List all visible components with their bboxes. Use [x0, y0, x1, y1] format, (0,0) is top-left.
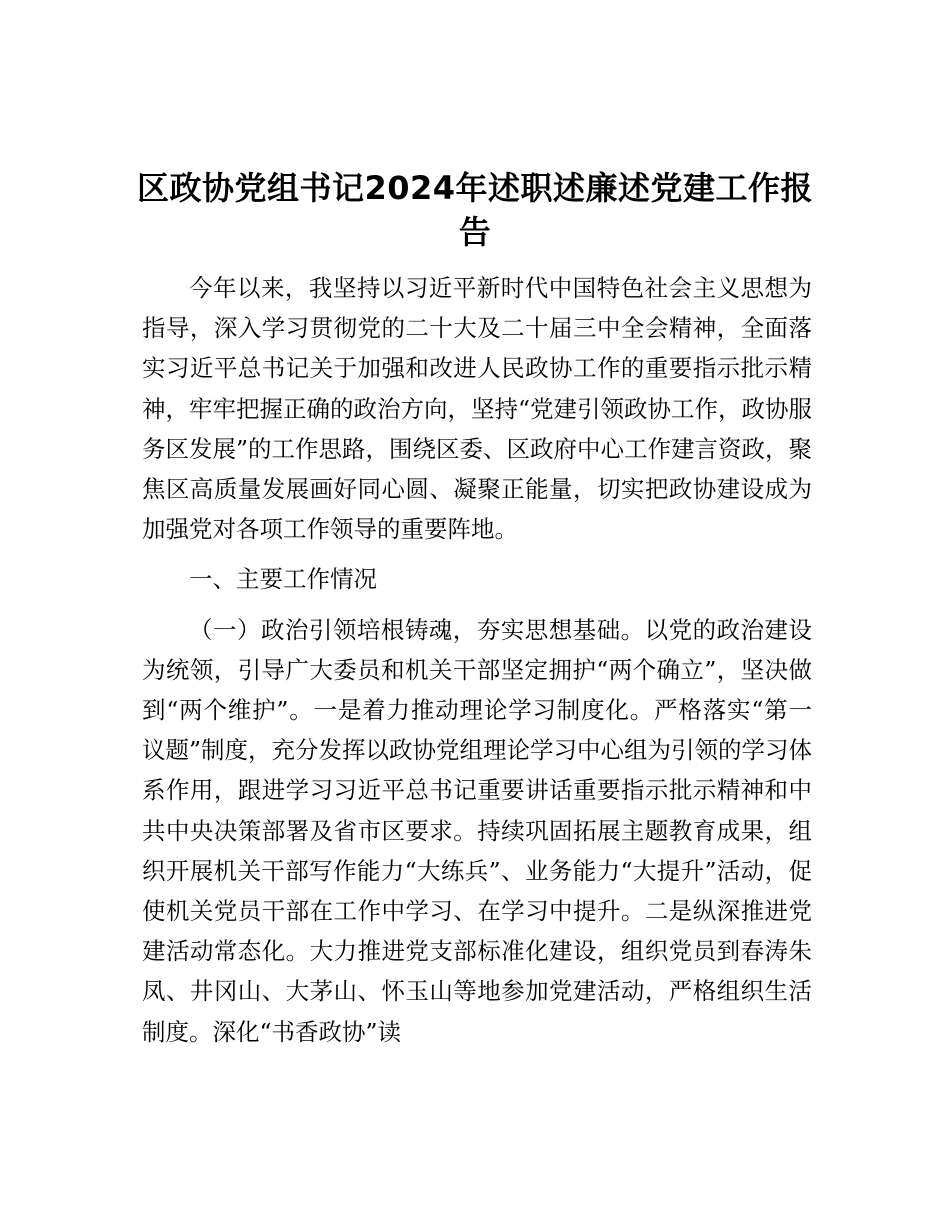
document-body: [142, 268, 812, 1062]
intro-paragraph: 今年以来，我坚持以习近平新时代中国特色社会主义思想为指导，深入学习贯彻党的二十大及二十届三中全会精神，全面落实习近平总书记关于加强和改进人民政协工作的重要指示批示精神，牢牢把握正确的政治方向，坚持“党建引领政协工作，政协服务区发展”的工作思路，围绕区委、区政府中心工作建言资政，聚焦区高质量发展画好同心圆、凝聚正能量，切实把政协建设成为加强党对各项工作领导的重要阵地。: [142, 274, 813, 544]
subsection-paragraph-political-guidance: （一）政治引领培根铸魂，夯实思想基础。以党的政治建设为统领，引导广大委员和机关干部坚定拥护“两个确立”，坚决做到“两个维护”。一是着力推动理论学习制度化。严格落实“第一议题”制度，充分发挥以政协党组理论学习中心组为引领的学习体系作用，跟进学习习近平总书记重要讲话重要指示批示精神和中共中央决策部署及省市区要求。持续巩固拓展主题教育成果，组织开展机关干部写作能力“大练兵”、业务能力“大提升”活动，促使机关党员干部在工作中学习、在学习中提升。二是纵深推进党建活动常态化。大力推进党支部标准化建设，组织党员到春涛朱凤、井冈山、大茅山、怀玉山等地参加党建活动，严格组织生活制度。深化“书香政协”读: [142, 615, 813, 1046]
document-title: 区政协党组书记2024年述职述廉述党建工作报告: [136, 169, 814, 251]
section-heading-main-work: 一、主要工作情况: [189, 565, 377, 594]
